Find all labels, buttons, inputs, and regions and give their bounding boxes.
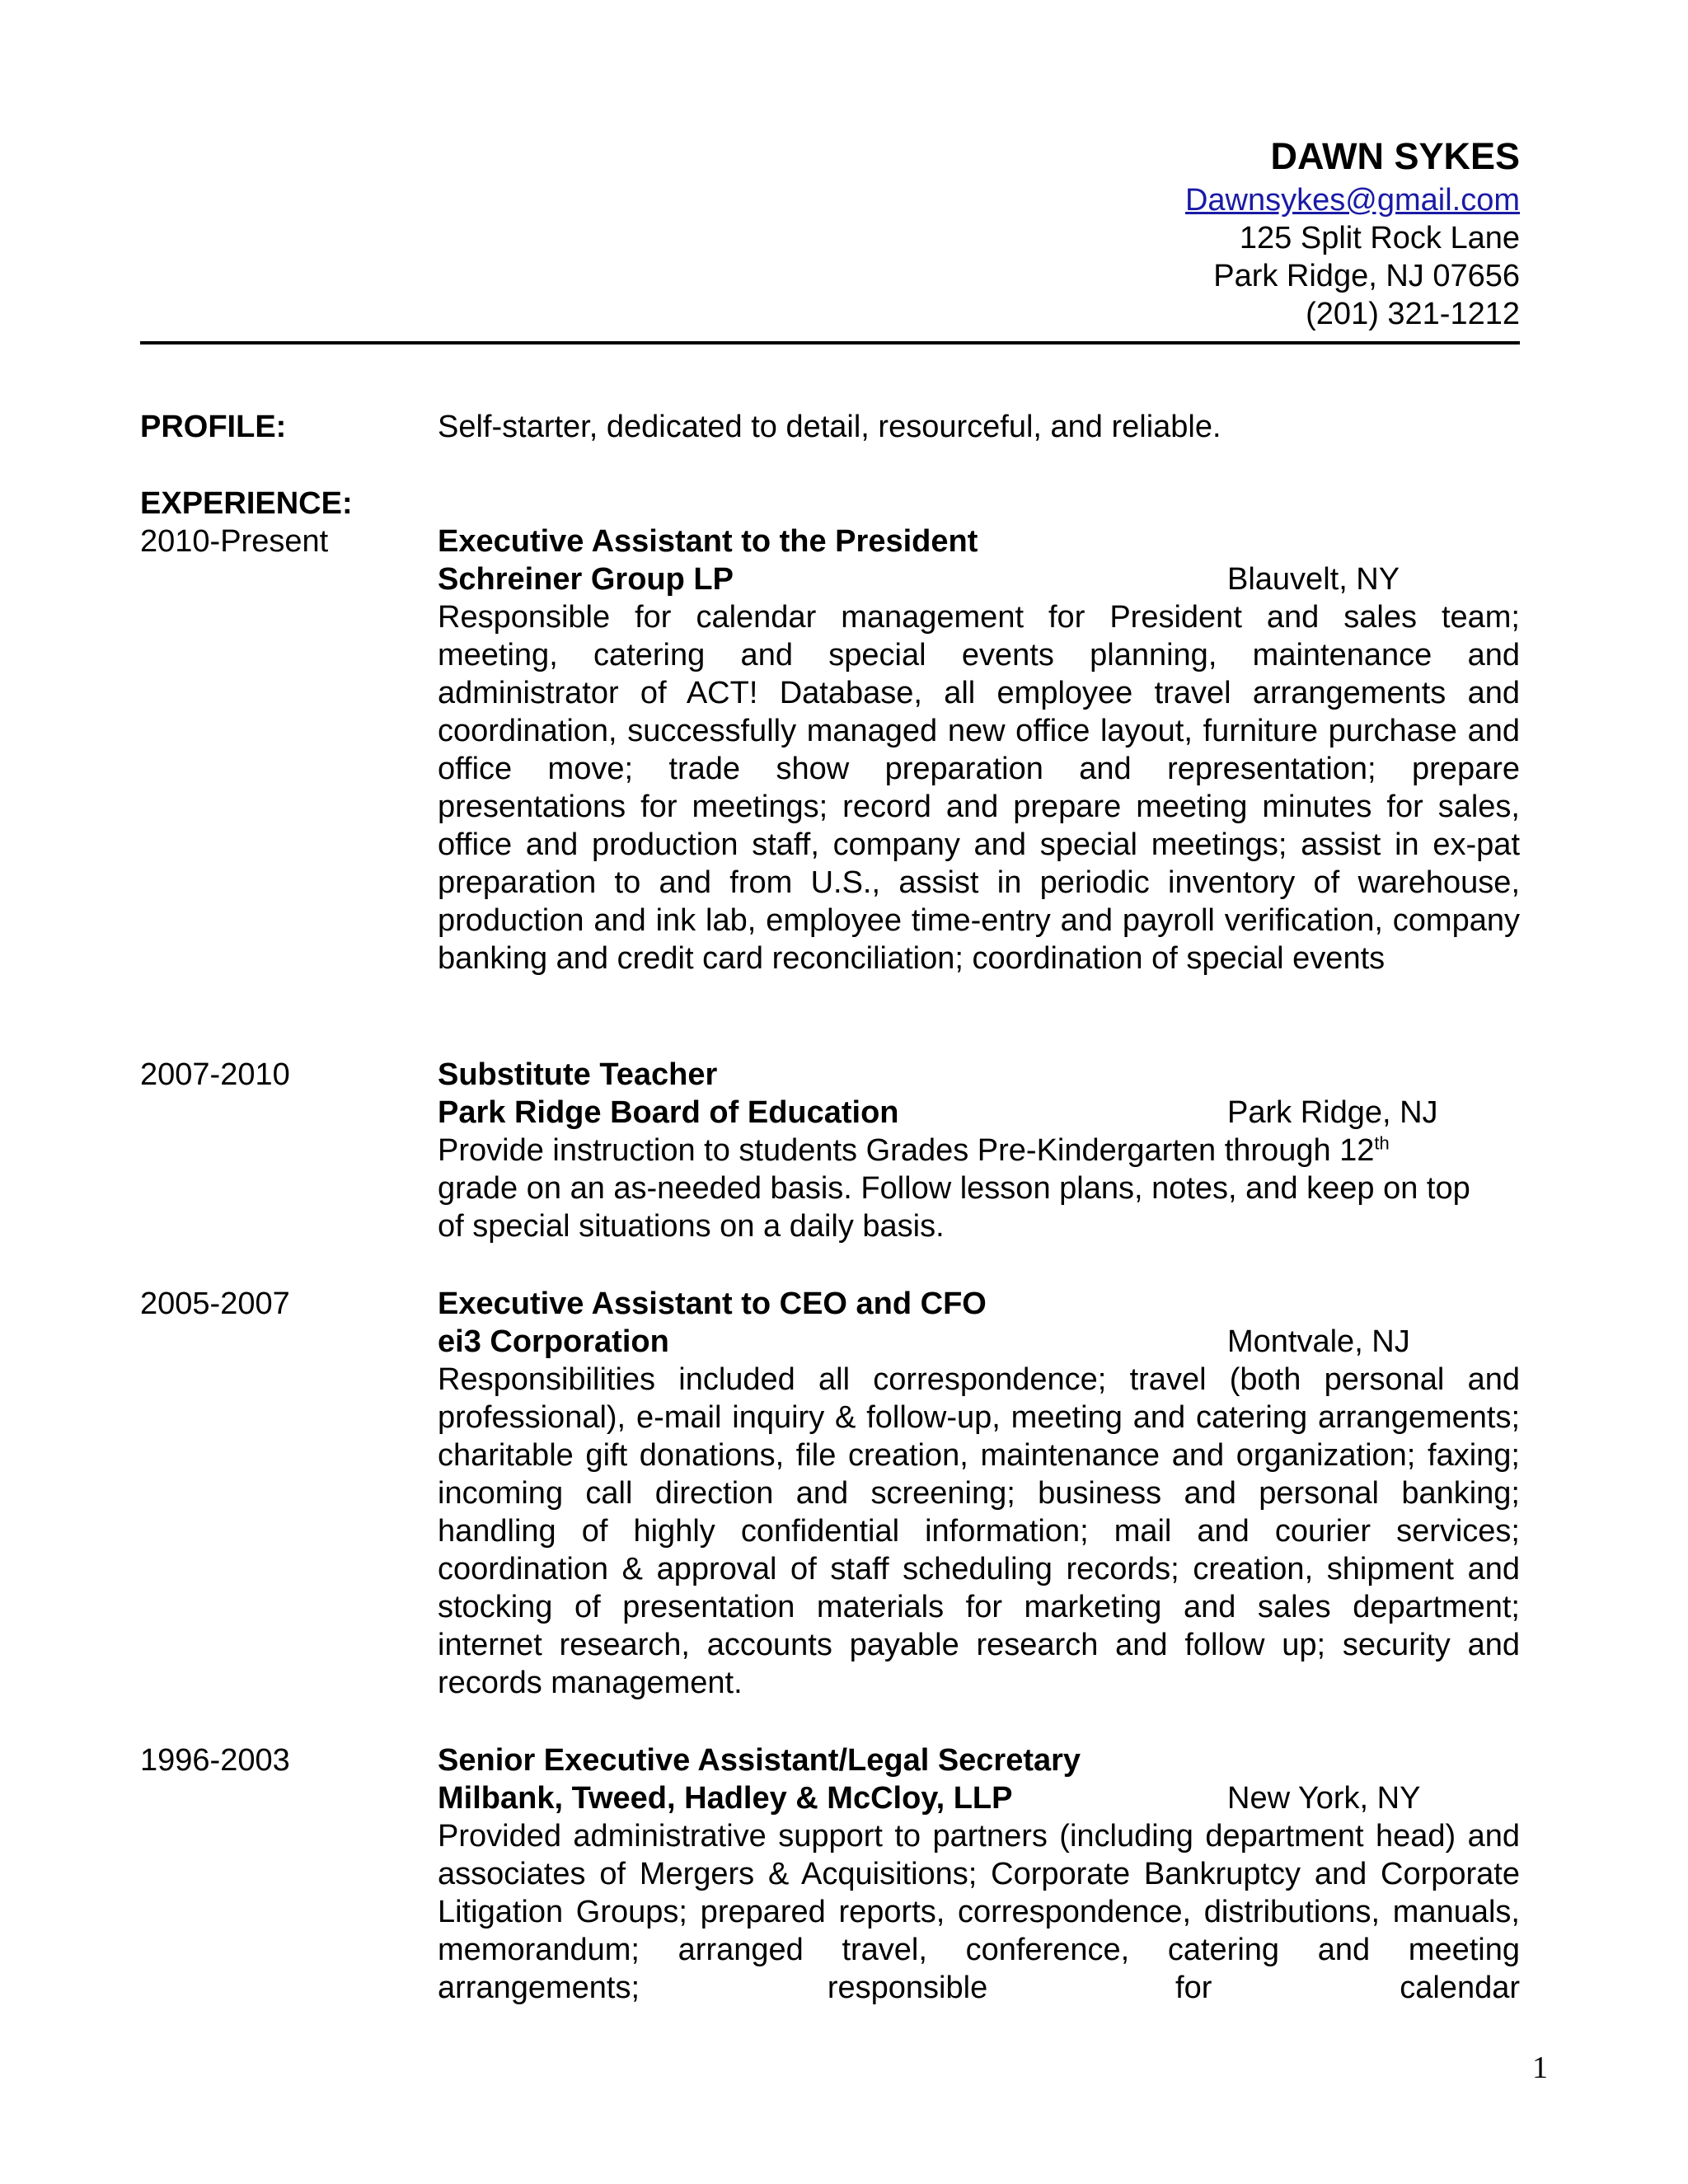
job-location: Park Ridge, NJ <box>1227 1095 1438 1130</box>
experience-label: EXPERIENCE: <box>140 486 353 521</box>
job-description: Responsibilities included all correspondence; travel (both personal and professional), e-mail inquiry & follow-up, meeting and catering arrangements; charitable gift donations, file creation, maintenance and organization; faxing; incoming call direction and screening; business and personal banking; handling of highly confidential information; mail and courier services; coordination & approval of staff scheduling records; creation, shipment and stocking of presentation materials for marketing and sales department; internet research, accounts payable research and follow up; security and records management. <box>438 1362 1520 1700</box>
job-title: Executive Assistant to the President <box>438 524 978 559</box>
candidate-name: DAWN SYKES <box>1270 135 1520 177</box>
job-details <box>438 1741 1520 2007</box>
job-dates: 2010-Present <box>140 524 329 559</box>
address-line-1: 125 Split Rock Lane <box>1239 221 1520 255</box>
job-title: Senior Executive Assistant/Legal Secretary <box>438 1743 1081 1778</box>
job-details <box>438 523 1520 977</box>
job-description <box>438 1132 1476 1245</box>
job-location: Montvale, NJ <box>1227 1324 1410 1359</box>
employer-line <box>438 560 1520 598</box>
profile-text: Self-starter, dedicated to detail, resourceful, and reliable. <box>438 410 1221 444</box>
job-dates: 2005-2007 <box>140 1286 290 1321</box>
employer-line <box>438 1094 1520 1132</box>
job-title: Executive Assistant to CEO and CFO <box>438 1286 987 1321</box>
job-location: New York, NY <box>1227 1781 1421 1816</box>
job-title: Substitute Teacher <box>438 1057 718 1092</box>
job-description: Responsible for calendar management for President and sales team; meeting, catering and special events planning, maintenance and administrator of ACT! Database, all employee travel arrangements and coordination, successfully managed new office layout, furniture purchase and office move; trade show preparation and representation; prepare presentations for meetings; record and prepare meeting minutes for sales, office and production staff, company and special meetings; assist in ex-pat preparation to and from U.S., assist in periodic inventory of warehouse, production and ink lab, employee time-entry and payroll verification, company banking and credit card reconciliation; coordination of special events <box>438 600 1520 976</box>
contact-header <box>1185 134 1520 333</box>
job-location: Blauvelt, NY <box>1227 562 1400 597</box>
employer-name: Milbank, Tweed, Hadley & McCloy, LLP <box>438 1781 1013 1816</box>
employer-name: Park Ridge Board of Education <box>438 1095 899 1130</box>
job-description-part-2: grade on an as-needed basis. Follow lesson plans, notes, and keep on top of special situations on a daily basis. <box>438 1171 1470 1244</box>
job-dates: 1996-2003 <box>140 1743 290 1778</box>
employer-line <box>438 1779 1520 1817</box>
address-line-2: Park Ridge, NJ 07656 <box>1213 259 1520 293</box>
phone-number: (201) 321-1212 <box>1306 297 1520 331</box>
employer-line <box>438 1323 1520 1361</box>
job-dates: 2007-2010 <box>140 1057 290 1092</box>
job-description: Provided administrative support to partners (including department head) and associates of Mergers & Acquisitions; Corporate Bankruptcy and Corporate Litigation Groups; prepared reports, correspondence, distributions, manuals, memorandum; arranged travel, conference, catering and meeting arrangements; responsible for calendar <box>438 1819 1520 2005</box>
page-number: 1 <box>1532 2050 1548 2085</box>
ordinal-suffix: th <box>1374 1132 1390 1154</box>
profile-label: PROFILE: <box>140 410 287 444</box>
header-divider <box>140 341 1520 344</box>
employer-name: Schreiner Group LP <box>438 562 734 597</box>
employer-name: ei3 Corporation <box>438 1324 669 1359</box>
job-description-part-1: Provide instruction to students Grades Pre-Kindergarten through 12 <box>438 1133 1375 1168</box>
job-details <box>438 1056 1520 1245</box>
job-details <box>438 1285 1520 1702</box>
email-link[interactable]: Dawnsykes@gmail.com <box>1184 183 1520 218</box>
